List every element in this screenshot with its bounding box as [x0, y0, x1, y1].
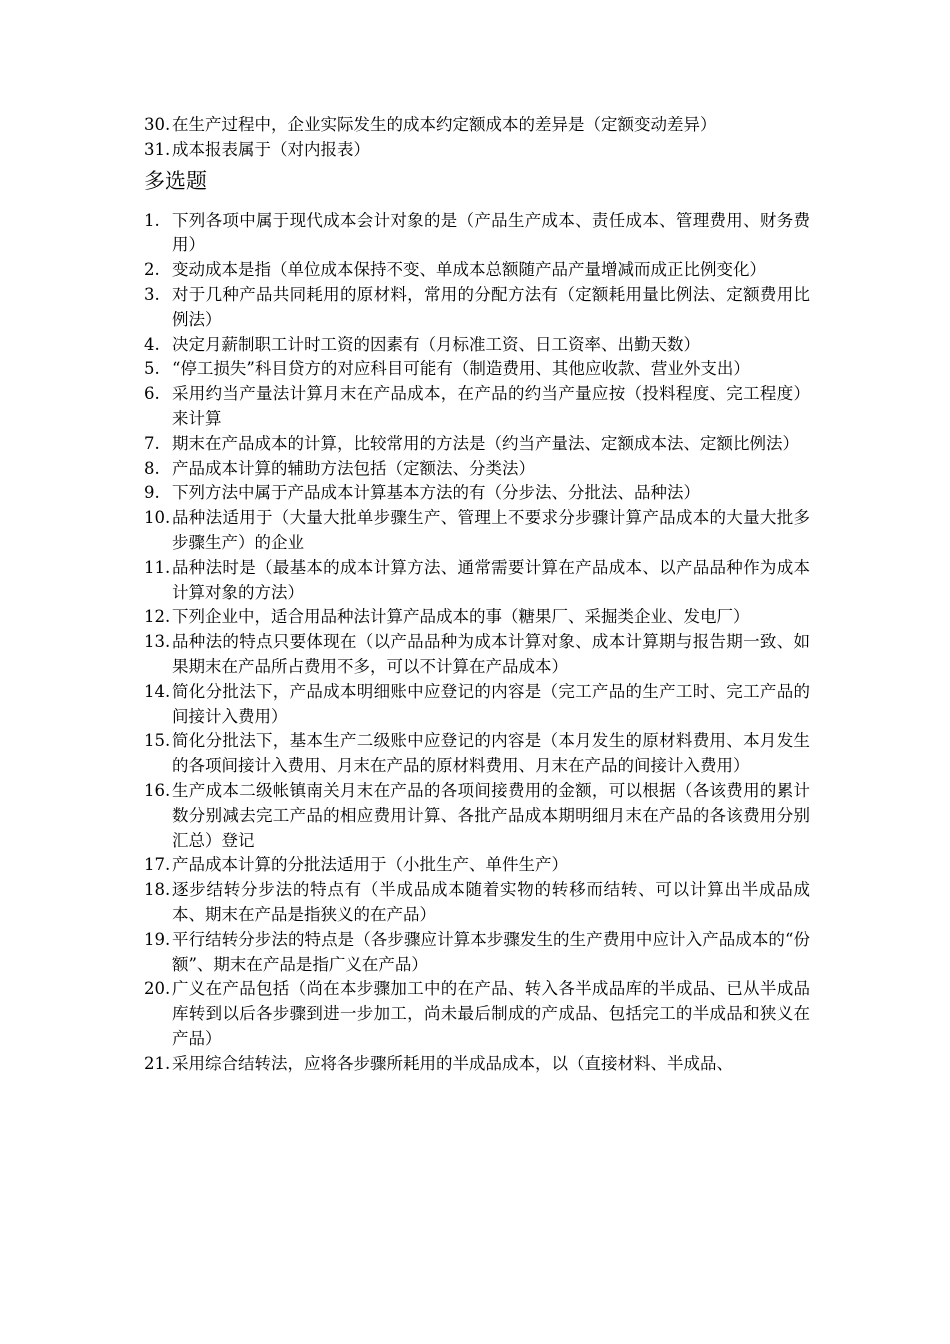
item-text: 采用综合结转法，应将各步骤所耗用的半成品成本，以（直接材料、半成品、	[172, 1053, 733, 1073]
item-text: 品种法的特点只要体现在（以产品品种为成本计算对象、成本计算期与报告期一致、如果期末在产品所占费用不多，可以不计算在产品成本）	[172, 632, 810, 676]
item-text: 生产成本二级帐镇南关月末在产品的各项间接费用的金额，可以根据（各该费用的累计数分别减去完工产品的相应费用计算、各批产品成本期明细月末在产品的各该费用分别汇总）登记	[172, 780, 810, 850]
list-item	[144, 382, 810, 432]
item-text: 成本报表属于（对内报表）	[172, 139, 370, 159]
list-item	[144, 556, 810, 606]
item-text: 下列各项中属于现代成本会计对象的是（产品生产成本、责任成本、管理费用、财务费用）	[172, 210, 810, 255]
item-number: 2.	[144, 260, 160, 280]
list-item	[144, 481, 810, 506]
item-number: 12.	[144, 607, 171, 627]
item-number: 14.	[144, 681, 171, 701]
item-text: 在生产过程中，企业实际发生的成本约定额成本的差异是（定额变动差异）	[172, 115, 717, 134]
list-item	[144, 258, 810, 283]
item-number: 19.	[144, 929, 171, 949]
item-number: 11.	[144, 557, 171, 577]
list-item	[144, 333, 810, 358]
item-text: 下列方法中属于产品成本计算基本方法的有（分步法、分批法、品种法）	[172, 483, 700, 503]
list-item	[144, 729, 810, 779]
item-text: 对于几种产品共同耗用的原材料，常用的分配方法有（定额耗用量比例法、定额费用比例法）	[172, 284, 810, 329]
item-number: 9.	[144, 483, 160, 503]
list-item	[144, 630, 810, 680]
item-number: 17.	[144, 855, 171, 875]
item-text: 简化分批法下，产品成本明细账中应登记的内容是（完工产品的生产工时、完工产品的间接计入费用）	[172, 681, 810, 726]
list-item	[144, 977, 810, 1051]
item-number: 3.	[144, 284, 160, 304]
item-text: 逐步结转分步法的特点有（半成品成本随着实物的转移而结转、可以计算出半成品成本、期末在产品是指狭义的在产品）	[172, 880, 810, 924]
list-item	[144, 853, 810, 878]
item-number: 8.	[144, 458, 160, 478]
list-item	[144, 779, 810, 853]
section-title: 多选题	[144, 168, 207, 193]
item-text: 广义在产品包括（尚在本步骤加工中的在产品、转入各半成品库的半成品、已从半成品库转到以后各步骤到进一步加工，尚未最后制成的产成品、包括完工的半成品和狭义在产品）	[172, 979, 810, 1048]
list-item	[144, 680, 810, 730]
list-item	[144, 1052, 810, 1077]
list-item	[144, 283, 810, 333]
list-item	[144, 878, 810, 928]
list-item	[144, 357, 810, 382]
single-choice-list-tail	[144, 113, 810, 163]
multiple-choice-list	[144, 209, 810, 1077]
item-text: 期末在产品成本的计算，比较常用的方法是（约当产量法、定额成本法、定额比例法）	[172, 433, 799, 453]
item-text: 平行结转分步法的特点是（各步骤应计算本步骤发生的生产费用中应计入产品成本的“份额”、期末在产品是指广义在产品）	[172, 929, 810, 974]
item-number: 21.	[144, 1053, 171, 1073]
list-item	[144, 138, 810, 163]
item-text: 变动成本是指（单位成本保持不变、单成本总额随产品产量增减而成正比例变化）	[172, 260, 766, 280]
item-number: 18.	[144, 880, 171, 900]
item-number: 4.	[144, 334, 160, 354]
list-item	[144, 928, 810, 978]
item-text: 产品成本计算的分批法适用于（小批生产、单件生产）	[172, 855, 568, 875]
item-number: 13.	[144, 632, 171, 652]
list-item	[144, 209, 810, 259]
item-text: 品种法适用于（大量大批单步骤生产、管理上不要求分步骤计算产品成本的大量大批多步骤生产）的企业	[172, 508, 810, 552]
item-text: 简化分批法下，基本生产二级账中应登记的内容是（本月发生的原材料费用、本月发生的各项间接计入费用、月末在产品的原材料费用、月末在产品的间接计入费用）	[172, 731, 810, 776]
item-text: 决定月薪制职工计时工资的因素有（月标准工资、日工资率、出勤天数）	[172, 334, 700, 354]
item-number: 15.	[144, 731, 171, 751]
page-content	[144, 113, 810, 1076]
item-number: 5.	[144, 359, 160, 379]
item-number: 10.	[144, 508, 171, 528]
list-item	[144, 506, 810, 556]
item-text: 下列企业中，适合用品种法计算产品成本的事（糖果厂、采掘类企业、发电厂）	[172, 607, 750, 627]
item-number: 20.	[144, 979, 171, 999]
item-number: 1.	[144, 210, 160, 230]
list-item	[144, 432, 810, 457]
list-item	[144, 113, 810, 138]
item-number: 16.	[144, 780, 171, 800]
list-item	[144, 605, 810, 630]
item-text: 采用约当产量法计算月末在产品成本，在产品的约当产量应按（投料程度、完工程度）来计算	[172, 384, 810, 428]
item-number: 31.	[144, 139, 171, 159]
item-number: 6.	[144, 384, 160, 404]
item-text: “停工损失”科目贷方的对应科目可能有（制造费用、其他应收款、营业外支出）	[172, 359, 750, 379]
item-text: 产品成本计算的辅助方法包括（定额法、分类法）	[172, 458, 535, 478]
item-number: 7.	[144, 433, 160, 453]
item-number: 30.	[144, 115, 171, 134]
list-item	[144, 457, 810, 482]
item-text: 品种法时是（最基本的成本计算方法、通常需要计算在产品成本、以产品品种作为成本计算对象的方法）	[172, 557, 810, 602]
